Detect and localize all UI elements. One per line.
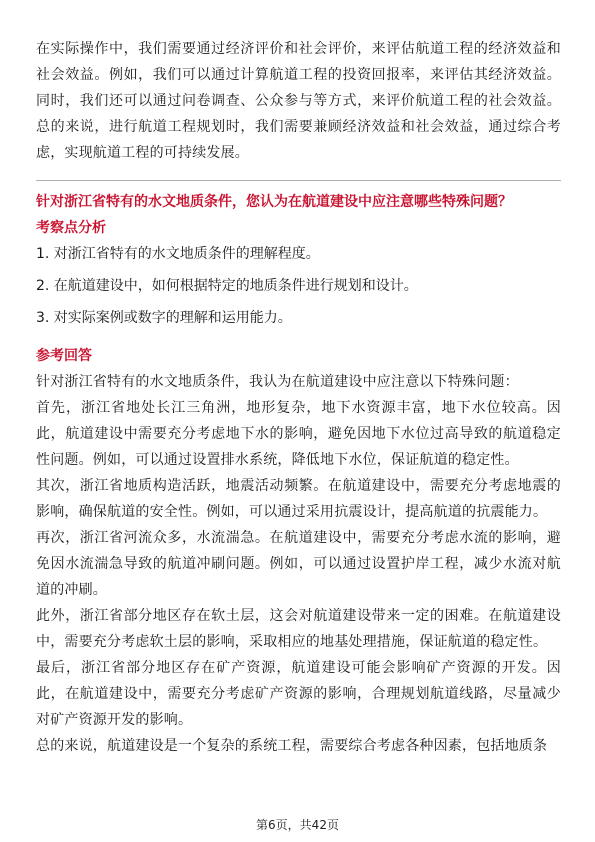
answer-heading: 参考回答 bbox=[36, 348, 92, 364]
section-divider bbox=[36, 180, 561, 181]
analysis-heading: 考察点分析 bbox=[36, 220, 106, 236]
analysis-item-2: 2. 在航道建设中，如何根据特定的地质条件进行规划和设计。 bbox=[36, 278, 418, 294]
answer-paragraph-6: 最后，浙江省部分地区存在矿产资源，航道建设可能会影响矿产资源的开发。因此，在航道建设中，需要充分考虑矿产资源的影响，合理规划航道线路，尽量减少对矿产资源开发的影响。 bbox=[36, 660, 561, 728]
answer-paragraph-1: 针对浙江省特有的水文地质条件，我认为在航道建设中应注意以下特殊问题： bbox=[36, 374, 519, 390]
answer-paragraph-7: 总的来说，航道建设是一个复杂的系统工程，需要综合考虑各种因素，包括地质条 bbox=[36, 738, 548, 754]
analysis-item-1: 1. 对浙江省特有的水文地质条件的理解程度。 bbox=[36, 246, 320, 262]
answer-paragraph-3: 其次，浙江省地质构造活跃，地震活动频繁。在航道建设中，需要充分考虑地震的影响，确保航道的安全性。例如，可以通过采用抗震设计，提高航道的抗震能力。 bbox=[36, 478, 561, 520]
answer-paragraph-4: 再次，浙江省河流众多，水流湍急。在航道建设中，需要充分考虑水流的影响，避免因水流湍急导致的航道冲刷问题。例如，可以通过设置护岸工程，减少水流对航道的冲刷。 bbox=[36, 530, 561, 598]
page-number: 第6页，共42页 bbox=[256, 818, 339, 832]
analysis-item-3: 3. 对实际案例或数字的理解和运用能力。 bbox=[36, 310, 292, 326]
answer-paragraph-2: 首先，浙江省地处长江三角洲，地形复杂，地下水资源丰富，地下水位较高。因此，航道建设中需要充分考虑地下水的影响，避免因地下水位过高导致的航道稳定性问题。例如，可以通过设置排水系统，降低地下水位，保证航道的稳定性。 bbox=[36, 400, 561, 468]
intro-paragraph: 在实际操作中，我们需要通过经济评价和社会评价，来评估航道工程的经济效益和社会效益。例如，我们可以通过计算航道工程的投资回报率，来评估其经济效益。同时，我们还可以通过问卷调查、公众参与等方式，来评价航道工程的社会效益。总的来说，进行航道工程规划时，我们需要兼顾经济效益和社会效益，通过综合考虑，实现航道工程的可持续发展。 bbox=[36, 41, 561, 161]
page-content bbox=[36, 36, 561, 759]
question-title: 针对浙江省特有的水文地质条件，您认为在航道建设中应注意哪些特殊问题？ bbox=[36, 194, 512, 210]
answer-paragraph-5: 此外，浙江省部分地区存在软土层，这会对航道建设带来一定的困难。在航道建设中，需要充分考虑软土层的影响，采取相应的地基处理措施，保证航道的稳定性。 bbox=[36, 608, 561, 650]
